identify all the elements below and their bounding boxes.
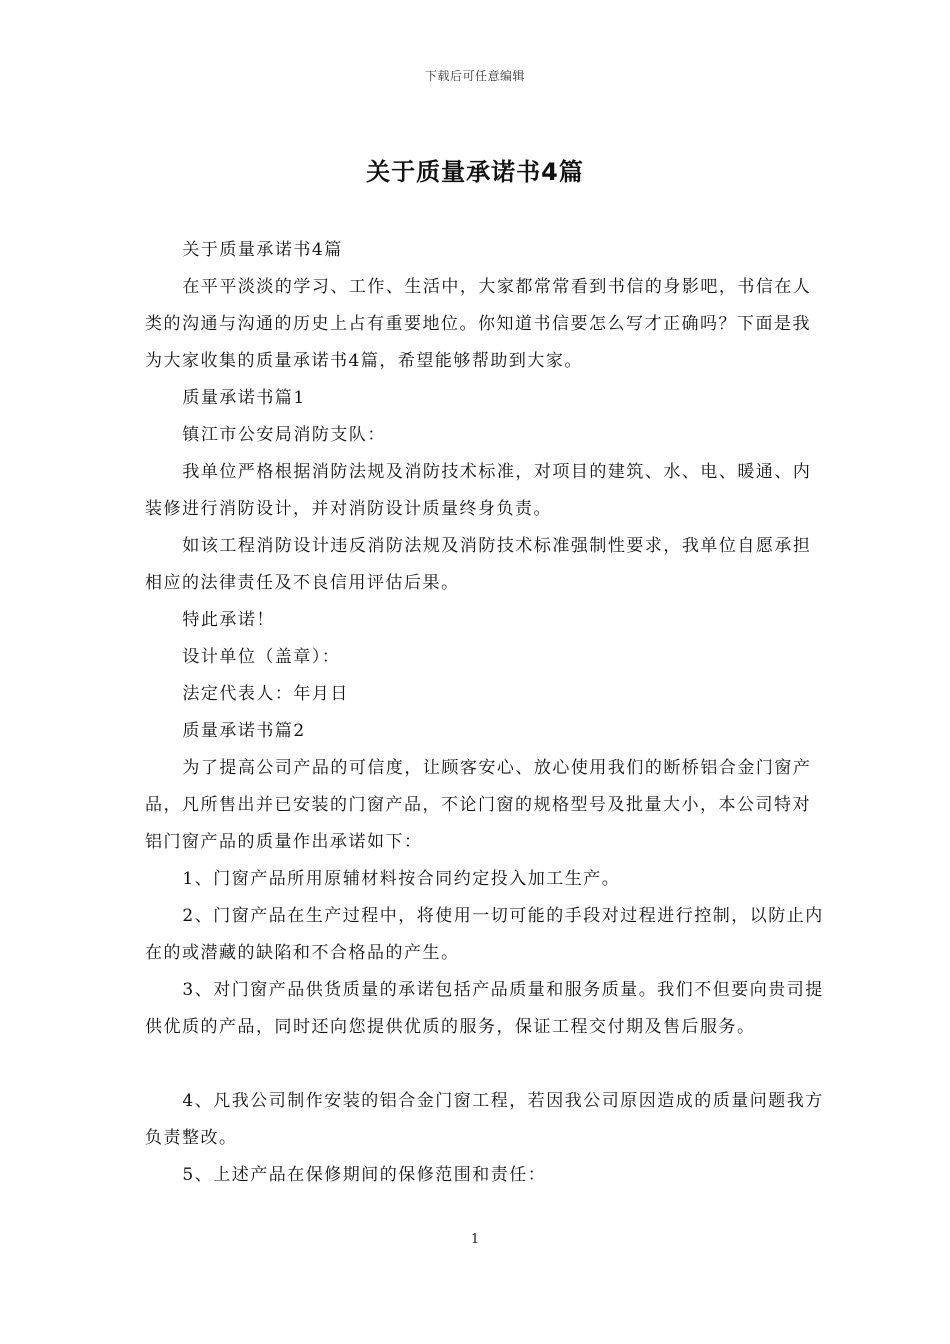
list-item: 2、门窗产品在生产过程中，将使用一切可能的手段对过程进行控制，以防止内在的或潜藏的缺陷和不合格品的产生。 [145,906,824,963]
paragraph-intro-title: 关于质量承诺书4篇 [182,240,343,260]
section-heading-2: 质量承诺书篇2 [182,721,306,741]
header-note: 下载后可任意编辑 [424,69,525,83]
list-item: 3、对门窗产品供货质量的承诺包括产品质量和服务质量。我们不但要向贵司提供优质的产品，同时还向您提供优质的服务，保证工程交付期及售后服务。 [145,980,824,1037]
paragraph-signature-representative: 法定代表人：年月日 [182,684,349,704]
paragraph-body: 如该工程消防设计违反消防法规及消防技术标准强制性要求，我单位自愿承担相应的法律责任及不良信用评估后果。 [145,536,812,593]
page-number: 1 [470,1232,480,1247]
paragraph-signature-unit: 设计单位（盖章）： [182,647,341,667]
list-item: 5、上述产品在保修期间的保修范围和责任： [182,1165,547,1185]
paragraph-intro: 在平平淡淡的学习、工作、生活中，大家都常常看到书信的身影吧，书信在人类的沟通与沟通的历史上占有重要地位。你知道书信要怎么写才正确吗？下面是我为大家收集的质量承诺书4篇，希望能够帮助到大家。 [145,277,812,371]
paragraph-recipient: 镇江市公安局消防支队： [182,425,386,445]
paragraph-body: 为了提高公司产品的可信度，让顾客安心、放心使用我们的断桥铝合金门窗产品，凡所售出并已安装的门窗产品，不论门窗的规格型号及批量大小，本公司特对铝门窗产品的质量作出承诺如下： [145,758,812,852]
document-title: 关于质量承诺书4篇 [366,158,584,186]
blank-line [145,1046,825,1083]
list-item: 4、凡我公司制作安装的铝合金门窗工程，若因我公司原因造成的质量问题我方负责整改。 [145,1091,824,1148]
paragraph-body: 我单位严格根据消防法规及消防技术标准，对项目的建筑、水、电、暖通、内装修进行消防设计，并对消防设计质量终身负责。 [145,462,812,519]
section-heading-1: 质量承诺书篇1 [182,388,306,408]
list-item: 1、门窗产品所用原辅材料按合同约定投入加工生产。 [182,869,621,889]
document-body [145,232,825,1194]
paragraph-pledge: 特此承诺！ [182,610,275,630]
